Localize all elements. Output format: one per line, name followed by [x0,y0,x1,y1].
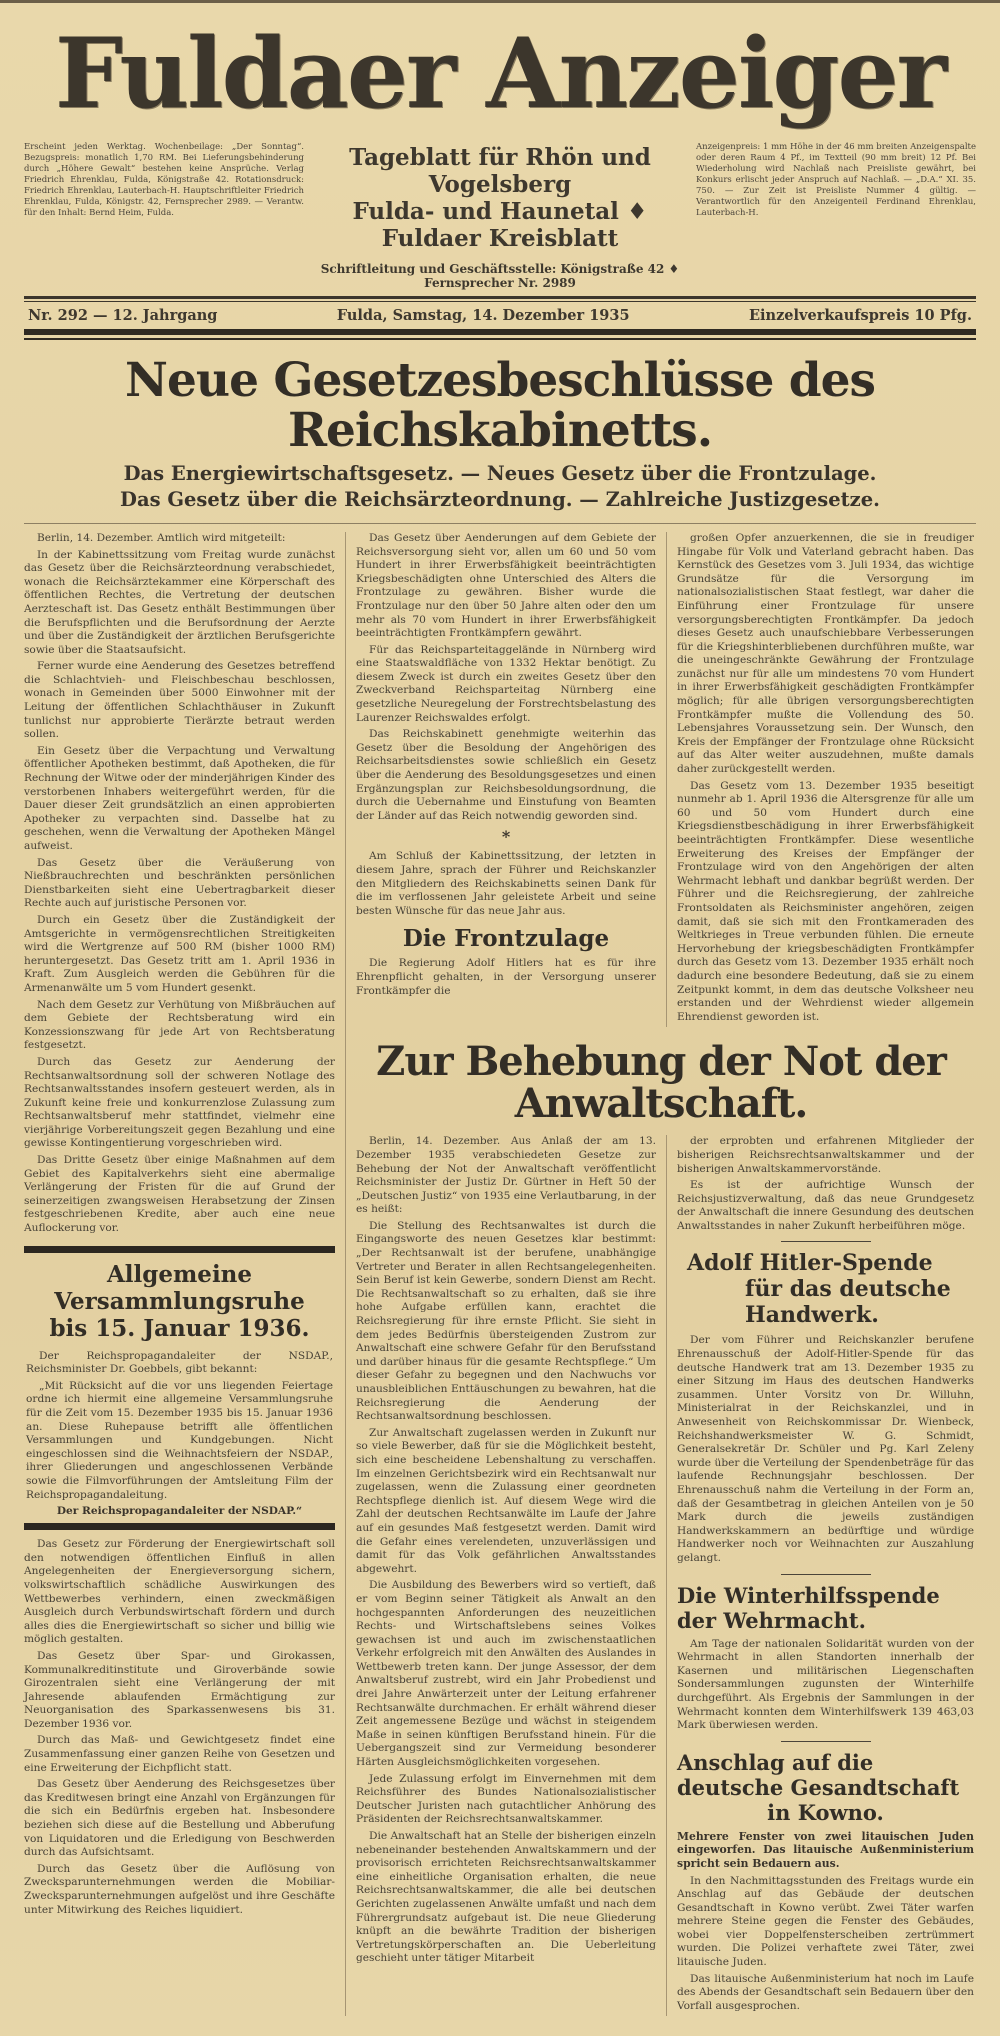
paragraph: Berlin, 14. Dezember. Aus Anlaß der am 13. Dezember 1935 verabschiedeten Gesetze zur Behebung der Not der Anwaltschaft veröffentlicht Reichsminister der Justiz Dr. Gürtner in Heft 50 der „Deutschen Justiz“ von 1935 eine Verlautbarung, in der es heißt: [356,1135,656,1216]
paragraph: Die Anwaltschaft hat an Stelle der bisherigen einzeln nebeneinander bestehenden Anwaltskammern und der provisorisch errichteten Reichsrechtsanwaltskammer eine einheitliche Organisation erhalten, die neue Reichsrechtsanwaltskammer, die alle bei deutschen Gerichten zugelassenen Anwälte umfaßt und nach dem Führergrundsatz aufgebaut ist. Die neue Gliederung knüpft an die bewährte Tradition der bisherigen Vertretungskörperschaften an. Die Ueberleitung geschieht unter tätiger Mitarbeit [356,1830,656,1965]
section-separator-2 [781,1574,871,1575]
columns-2-3-top [346,532,976,1027]
dateline [24,302,976,329]
paragraph: Das Gesetz über Aenderung des Reichsgesetzes über das Kreditwesen bringt eine Anzahl von Ergänzungen für die sich ein Bedürfnis ergeben hat. Insbesondere beziehen sich diese auf die Bestellung und Abberufung von Liquidatoren und die Erledigung von Beschwerden durch das Aufsichtsamt. [24,1778,335,1859]
kowno-heading-line1: Anschlag auf die deutsche Gesandtschaft [677,1749,960,1800]
anwaltschaft-left-body [356,1135,656,1966]
column-3-bottom [666,1135,976,2016]
section-separator-3 [781,1741,871,1742]
paragraph: Das Gesetz über die Veräußerung von Nießbrauchrechten und beschränkten persönlichen Dienstbarkeiten sieht eine Uebertragbarkeit dieser Rechte auch auf juristische Personen vor. [24,856,335,910]
kowno-heading-line2: in Kowno. [767,1799,884,1825]
issue-price: Einzelverkaufspreis 10 Pfg. [748,307,972,325]
column-1 [24,532,345,2017]
paragraph: „Mit Rücksicht auf die vor uns liegenden Feiertage ordne ich hiermit eine allgemeine Versammlungsruhe für die Zeit vom 15. Dezember 1935 bis 15. Januar 1936 an. Diese Ruhepause betrifft alle öffentlichen Versammlungen und Kundgebungen. Nicht eingeschlossen sind die Weihnachtsfeiern der NSDAP., ihrer Gliederungen und angeschlossenen Verbände sowie die Filmvorführungen der Amtsleitung Film der Reichspropagandaleitung. [26,1379,333,1501]
section-separator-1 [781,1241,871,1242]
paragraph: Das Reichskabinett genehmigte weiterhin das Gesetz über die Besoldung der Angehörigen des Reichsarbeitsdienstes sowie schließlich ein Gesetz über die Aenderung des Besoldungsgesetzes und einen Ergänzungsplan zur Reichsbesoldungsordnung, die durch die Uebernahme und Einstufung von Beamten der Länder auf das Reich notwendig geworden sind. [356,728,656,822]
star-separator: * [501,827,511,847]
kowno-heading [677,1750,974,1825]
paragraph: Durch das Gesetz über die Auflösung von Zwecksparunternehmungen werden die Mobiliar-Zwecksparunternehmungen aufgelöst und ihre Geschäfte unter Mitwirkung des Reiches liquidiert. [24,1862,335,1916]
paragraph: In den Nachmittagsstunden des Freitags wurde ein Anschlag auf das Gebäude der deutschen Gesandtschaft in Kowno verübt. Zwei Täter warfen mehrere Steine gegen die Fenster des Gebäudes, wobei vier Doppelfensterscheiben zertrümmert wurden. Die Polizei verhaftete zwei Täter, zwei litauische Juden. [677,1874,974,1969]
lead-article-col1-lower [24,1538,335,1917]
kowno-lede: Mehrere Fenster von zwei litauischen Juden eingeworfen. Das litauische Außenministerium spricht sein Bedauern aus. [677,1829,974,1870]
subtitle-line1: Tageblatt für Rhön und Vogelsberg [349,144,651,199]
header-row [24,136,976,290]
lead-article-col3 [677,532,974,1024]
columns-2-3 [345,532,976,2017]
paragraph: der erprobten und erfahrenen Mitglieder der bisherigen Reichsrechtsanwaltskammer und der bisherigen Anwaltskammervorstände. [677,1135,974,1175]
hitler-spende-heading-line1: Adolf Hitler-Spende [687,1250,933,1277]
lead-subhead-2: Das Gesetz über die Reichsärzteordnung. — Zahlreiche Justizgesetze. [120,487,880,511]
lead-subhead-1: Das Energiewirtschaftsgesetz. — Neues Gesetz über die Frontzulage. [123,461,877,485]
paragraph: Am Tage der nationalen Solidarität wurden von der Wehrmacht in allen Standorten innerhalb der Kasernen und militärischen Liegenschaften Sondersammlungen zugunsten der Winterhilfe durchgeführt. Als Ergebnis der Sammlungen in der Wehrmacht konnten dem Winterhilfswerk 139 463,03 Mark überwiesen werden. [677,1637,974,1732]
hitler-spende-heading-line2: für das deutsche Handwerk. [745,1276,951,1329]
columns-2-3-bottom [346,1135,976,2016]
paragraph: Das Gesetz vom 13. Dezember 1935 beseitigt nunmehr ab 1. April 1936 die Altersgrenze für alle um 60 und 50 vom Hundert durch eine Kriegsdienstbeschädigung in ihrer Erwerbsfähigkeit beeinträchtigten Frontkämpfer. Diese wesentliche Erweiterung des Kreises der Empfänger der Frontzulage wird von den Angehörigen der alten Wehrmacht lebhaft und dankbar begrüßt werden. Der Führer und die Reichsregierung, der zahlreiche Frontsoldaten als Reichsminister angehören, zeigen damit, daß sie sich mit den Frontkameraden des Weltkrieges in Treue verbunden fühlen. Die erneute Hervorhebung der kriegsbeschädigten Frontkämpfer durch das Gesetz vom 13. Dezember 1935 erhält noch dadurch eine besondere Bedeutung, daß sie zu einem Zeitpunkt kommt, in dem das deutsche Volksheer neu erstanden und der Wehrdienst wieder allgemein Ehrendienst geworden ist. [677,779,974,1023]
advertising-notice: Anzeigenpreis: 1 mm Höhe in der 46 mm breiten Anzeigenspalte oder deren Raum 4 Pf., im Textteil (90 mm breit) 12 Pf. Bei Wiederholung wird Nachlaß nach Preisliste gewährt, bei Konkurs erlischt jeder Anspruch auf Nachlaß. — „D.A.“ XI. 35. 750. — Zur Zeit ist Preisliste Nummer 4 gültig. — Verantwortlich für den Anzeigenteil Ferdinand Ehrenklau, Lauterbach-H. [696,142,976,219]
column-3-top [666,532,976,1027]
paragraph: Es ist der aufrichtige Wunsch der Reichsjustizverwaltung, daß das neue Grundgesetz der Anwaltschaft die innere Gesundung des deutschen Anwaltsstandes in naher Zukunft herbeiführen möge. [677,1179,974,1232]
box-title [26,1261,333,1342]
column-2-bottom [346,1135,666,2016]
paragraph: Am Schluß der Kabinettssitzung, der letzten in diesem Jahre, sprach der Führer und Reichskanzler den Mitgliedern des Reichskabinetts seinen Dank für die im verflossenen Jahr geleistete Arbeit und seine besten Wünsche für das neue Jahr aus. [356,850,656,917]
paragraph: Das litauische Außenministerium hat noch im Laufe des Abends der Gesandtschaft sein Bedauern über den Vorfall ausgesprochen. [677,1972,974,2012]
paragraph: Für das Reichsparteitaggelände in Nürnberg wird eine Staatswaldfläche von 1332 Hektar benötigt. Zu diesem Zweck ist durch ein zweites Gesetz über den Zweckverband Reichsparteitag Nürnberg eine gesetzliche Neuregelung der Forstrechtsbelastung des Laurenzer Reichswaldes erfolgt. [356,643,656,724]
newspaper-subtitle-block [318,136,682,290]
paragraph: großen Opfer anzuerkennen, die sie in freudiger Hingabe für Volk und Vaterland gebracht haben. Das Kernstück des Gesetzes vom 3. Juli 1934, das wichtige Grundsätze für die Versorgung im nationalsozialistischen Staat festlegt, war daher die Einführung einer Frontzulage für unsere versorgungsberechtigten Frontkämpfer. Da jedoch dieses Gesetz auch unaufschiebbare Verbesserungen für die Kriegshinterbliebenen durchführen mußte, war die uneingeschränkte Gewährung der Frontzulage zunächst nur für alle um mindestens 70 vom Hundert in ihrer Erwerbsfähigkeit geschädigten Frontkämpfer möglich; für alle übrigen versorgungsberechtigten Frontkämpfer mußte die Vollendung des 50. Lebensjahres Voraussetzung sein. Der Wunsch, den Kreis der Empfänger der Frontzulage ohne Rücksicht auf das Alter weiter auszudehnen, mußte damals daher zurückgestellt werden. [677,531,974,776]
paragraph: Berlin, 14. Dezember. Amtlich wird mitgeteilt: [37,531,286,544]
paragraph: Durch das Maß- und Gewichtgesetz findet eine Zusammenfassung einer ganzen Reihe von Gesetzen und eine Erweiterung der Eichpflicht statt. [24,1734,335,1774]
box-signature: Der Reichspropagandaleiter der NSDAP.“ [56,1505,303,1518]
paragraph: Das Dritte Gesetz über einige Maßnahmen auf dem Gebiet des Kapitalverkehrs sieht eine abermalige Verlängerung der Fristen für die auf Grund der seinerzeitigen zwangsweisen Herabsetzung der Zinsen festgeschriebenen Kredite, aber auch eine neue Auflockerung vor. [24,1154,335,1235]
hitler-spende-heading [677,1250,974,1328]
paragraph: Durch ein Gesetz über die Zuständigkeit der Amtsgerichte in vermögensrechtlichen Streitigkeiten wird die Wertgrenze auf 500 RM (bisher 1000 RM) heruntergesetzt. Das Gesetz tritt am 1. April 1936 in Kraft. Zum Ausgleich werden die Gebühren für die Armenanwälte um 5 vom Hundert gesenkt. [24,913,335,994]
paragraph: Jede Zulassung erfolgt im Einvernehmen mit dem Reichsführer des Bundes Nationalsozialistischer Deutscher Juristen nach gutachtlicher Anhörung des Präsidenten der Reichsrechtsanwaltskammer. [356,1772,656,1826]
frontzulage-body [356,957,656,998]
paragraph: Der Reichspropagandaleiter der NSDAP., Reichsminister Dr. Goebbels, gibt bekannt: [26,1349,333,1376]
paragraph: Nach dem Gesetz zur Verhütung von Mißbräuchen auf dem Gebiete der Rechtsberatung wird ein Konzessionszwang für jede Art von Rechtsberatung festgesetzt. [24,998,335,1052]
box-title-line2: bis 15. Januar 1936. [49,1314,310,1342]
paragraph: Das Gesetz über Aenderungen auf dem Gebiete der Reichsversorgung sieht vor, allen um 60 und 50 vom Hundert in ihrer Erwerbsfähigkeit beeinträchtigten Kriegsbeschädigten ohne Unterschied des Alters die Frontzulage zu gewähren. Bisher wurde die Frontzulage nur den über 50 Jahre alten oder den um mehr als 70 vom Hundert in ihrer Erwerbsfähigkeit beeinträchtigten Frontkämpfern gewährt. [356,531,656,640]
hitler-spende-body [677,1334,974,1565]
column-2-top [346,532,666,1027]
paragraph: Der vom Führer und Reichskanzler berufene Ehrenausschuß der Adolf-Hitler-Spende für das deutsche Handwerk trat am 13. Dezember 1935 zu einer Sitzung im Haus des deutschen Handwerks zusammen. Unter Vorsitz von Dr. Willuhn, Ministerialrat in der Reichskanzlei, und in Anwesenheit von Reichskommissar Dr. Wienbeck, Reichshandwerksmeister W. G. Schmidt, Generalsekretär Dr. Schüler und Pg. Karl Zeleny wurde über die Verteilung der Spendenbeträge für das laufende Rechnungsjahr beschlossen. Der Ehrenausschuß nahm die Verteilung in der Form an, daß der Gesamtbetrag in gleichen Anteilen von je 50 Mark durch die jeweils zuständigen Handwerkskammern an bedürftige und würdige Handwerker noch vor Weihnachten zur Auszahlung gelangt. [677,1334,974,1564]
issue-date: Fulda, Samstag, 14. Dezember 1935 [336,307,630,325]
headline-rule [24,523,976,524]
anwaltschaft-right-body [677,1135,974,1233]
publication-notice: Erscheint jeden Werktag. Wochenbeilage: „Der Sonntag“. Bezugspreis: monatlich 1,70 RM. Bei Lieferungsbehinderung durch „Höhere Gewalt“ bestehen keine Ansprüche. Verlag Friedrich Ehrenklau, Fulda, Königstraße 42. Rotationsdruck: Friedrich Ehrenklau, Lauterbach-H. Hauptschriftleiter Friedrich Ehrenklau, Fulda, Königstr. 42, Fernsprecher 2989. — Verantw. für den Inhalt: Bernd Heim, Fulda. [24,142,304,219]
box-body [26,1350,333,1503]
frontzulage-heading: Die Frontzulage [402,925,610,953]
winterhilfe-body [677,1638,974,1733]
lead-article-col1 [24,532,335,1236]
anwaltschaft-headline: Zur Behebung der Not der Anwaltschaft. [376,1038,946,1128]
paragraph: Ein Gesetz über die Verpachtung und Verwaltung öffentlicher Apotheken bestimmt, daß Apotheken, die für Rechnung der Witwe oder der minderjährigen Kinder des verstorbenen Inhabers weitergeführt werden, für die Dauer dieser Zeit grundsätzlich an einen approbierten Apotheker zu verpachten sind. Dasselbe hat zu geschehen, wenn die Verwaltung der Apotheken Mängel aufweist. [24,744,335,853]
paragraph: Die Stellung des Rechtsanwaltes ist durch die Eingangsworte des neuen Gesetzes klar bestimmt: „Der Rechtsanwalt ist der berufene, unabhängige Vertreter und Berater in allen Rechtsangelegenheiten. Sein Beruf ist kein Gewerbe, sondern Dienst am Recht. Die Rechtsanwaltschaft so zu erhalten, daß sie ihre hohe Aufgabe erfüllen kann, erachtet die Reichsregierung für ihre ernste Pflicht. Sie sieht in dem jedes Bedürfnis übersteigenden Zustrom zur Anwaltschaft eine schwere Gefahr für den Berufsstand und darüber hinaus für die gesamte Rechtspflege.“ Um dieser Gefahr zu begegnen und den Nachwuchs vor unausbleiblichen Enttäuschungen zu bewahren, hat die Reichsregierung die Aenderung der Rechtsanwaltsordnung beschlossen. [356,1219,656,1423]
lead-article-col2-after-star [356,850,656,918]
subtitle-line2: Fulda- und Haunetal ♦ Fuldaer Kreisblatt [352,198,648,253]
lead-article-col2 [356,532,656,823]
paragraph: Die Ausbildung des Bewerbers wird so vertieft, daß er vom Beginn seiner Tätigkeit als Anwalt an den hochgespannten Anforderungen des neuzeitlichen Rechts- und Wirtschaftslebens seines Volkes gewachsen ist und auch im zwischenstaatlichen Verkehr erfolgreich mit den Anwälten des Auslandes in Wettbewerb treten kann. Der junge Assessor, der dem Anwaltsberuf zustrebt, wird ein Jahr Probedienst und drei Jahre Anwärterzeit unter der Leitung erfahrener Rechtsanwälte durchmachen. Er erhält während dieser Zeit angemessene Bezüge und wächst in steigendem Maße in seinen künftigen Berufsstand hinein. Für die Uebergangszeit sind zur Vermeidung besonderer Härten Ausgleichsmöglichkeiten vorgesehen. [356,1579,656,1769]
paragraph: Ferner wurde eine Aenderung des Gesetzes betreffend die Schlachtvieh- und Fleischbeschau beschlossen, wonach in Gemeinden über 5000 Einwohner mit der Leitung der öffentlichen Schlachthäuser in Zukunft tunlichst nur approbierte Tierärzte betraut werden sollen. [24,660,335,741]
lead-headline: Neue Gesetzesbeschlüsse des Reichskabinetts. [125,353,875,458]
winterhilfe-heading: Die Winterhilfsspende der Wehrmacht. [677,1582,940,1633]
subtitle-contact: Schriftleitung und Geschäftsstelle: Königstraße 42 ♦ Fernsprecher Nr. 2989 [320,262,680,291]
body-columns [24,532,976,2017]
versammlungsruhe-box [24,1246,335,1531]
issue-number: Nr. 292 — 12. Jahrgang [28,307,218,325]
paragraph: Zur Anwaltschaft zugelassen werden in Zukunft nur so viele Bewerber, daß für sie die Möglichkeit besteht, sich eine bescheidene Lebenshaltung zu verschaffen. Im einzelnen Gerichtsbezirk wird ein Rechtsanwalt nur zugelassen, wenn die Zulassung einer geordneten Rechtspflege dienlich ist. Auf diesem Wege wird die Zahl der deutschen Rechtsanwälte im Laufe der Jahre auf ein gesundes Maß festgesetzt werden. Damit wird die Gefahr eines verelendeten, unzuverlässigen und damit für das Volk gefährlichen Anwaltsstandes abgewehrt. [356,1426,656,1575]
dateline-rule [24,329,976,340]
masthead-title: Fuldaer Anzeiger [54,17,946,130]
paragraph: Das Gesetz zur Förderung der Energiewirtschaft soll den notwendigen öffentlichen Einfluß in allen Angelegenheiten der Energieversorgung sichern, volkswirtschaftlich schädliche Auswirkungen des Wettbewerbes verhindern, einen zweckmäßigen Ausgleich durch Verbundswirtschaft fördern und durch alles dies die Energiewirtschaft so sicher und billig wie möglich gestalten. [24,1538,335,1646]
paragraph: Durch das Gesetz zur Aenderung der Rechtsanwaltsordnung soll der schweren Notlage des Rechtsanwaltsstandes insofern gesteuert werden, als in Zukunft keine freie und konkurrenzlose Zulassung zum Rechtsanwaltsberuf mehr stattfindet, vielmehr eine vierjährige Vorbereitungszeit gegen Bezahlung und eine gewisse Kontingentierung vorgeschrieben wird. [24,1055,335,1150]
paragraph: Das Gesetz über Spar- und Girokassen, Kommunalkreditinstitute und Giroverbände sowie Girozentralen sieht eine Verlängerung der mit Jahresende ablaufenden Ermächtigung zur Neuorganisation des Sparkassenwesens bis 31. Dezember 1936 vor. [24,1649,335,1730]
paragraph: In der Kabinettssitzung vom Freitag wurde zunächst das Gesetz über die Reichsärzteordnung verabschiedet, wonach die Reichsärztekammer eine Körperschaft des öffentlichen Rechtes, die Vertretung der deutschen Aerzteschaft ist. Das Gesetz enthält Bestimmungen über die Berufspflichten und die Berufsordnung der Aerzte und über die Zuständigkeit der ärztlichen Berufsgerichte sowie über die Staatsaufsicht. [24,548,335,656]
paragraph: Die Regierung Adolf Hitlers hat es für ihre Ehrenpflicht gehalten, in der Versorgung unserer Frontkämpfer die [356,957,656,997]
box-title-line1: Allgemeine Versammlungsruhe [54,1260,305,1315]
kowno-body [677,1875,974,2014]
